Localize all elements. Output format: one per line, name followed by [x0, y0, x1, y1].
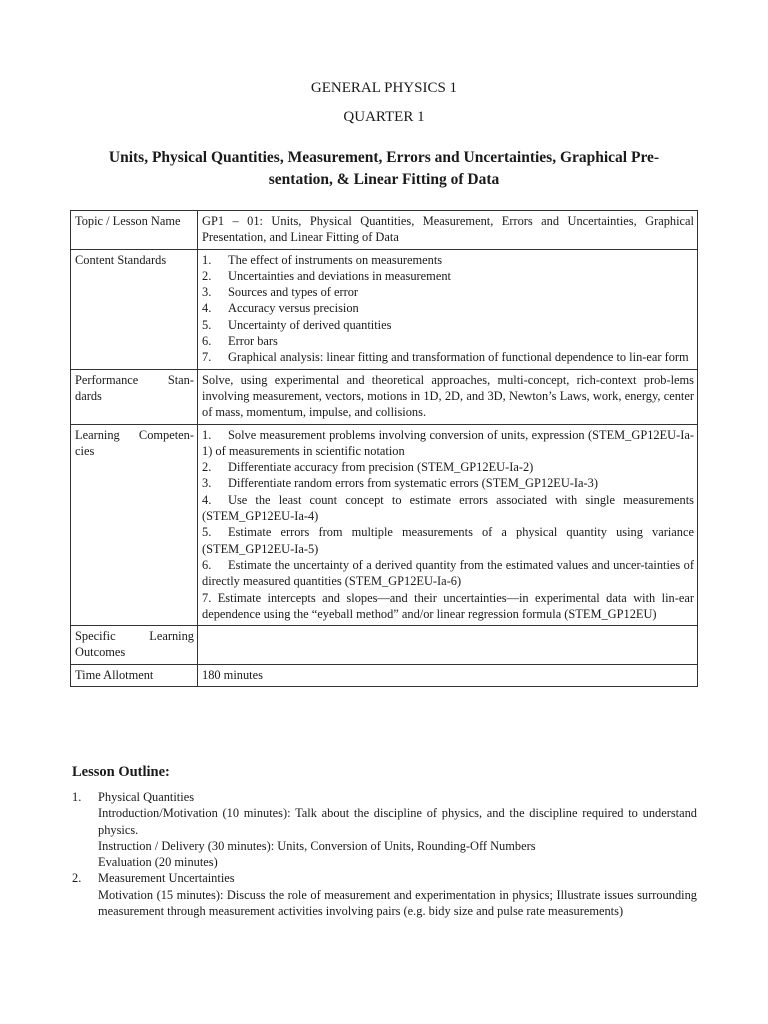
quarter-title: QUARTER 1 — [343, 109, 425, 125]
specific-outcomes-label: Specific Learning Outcomes — [71, 626, 198, 665]
list-item: 6. Estimate the uncertainty of a derived quantity from the estimated values and uncer-tainties of directly measured quantities (STEM_GP12EU-Ia-6) — [202, 557, 694, 589]
list-item: 4. Accuracy versus precision — [202, 301, 359, 316]
list-item: 6. Error bars — [202, 334, 278, 349]
content-standards-row — [71, 249, 698, 369]
list-item: 2. Uncertainties and deviations in measurement — [202, 268, 451, 283]
outline-item-line: Motivation (15 minutes): Discuss the role of measurement and experimentation in physics; Illustrate issues surrounding measurement through measurement activities involving pairs (e.g. bidy size and pulse rate measurements) — [98, 887, 697, 919]
list-item: 4. Use the least count concept to estimate errors associated with single measurements (STEM_GP12EU-Ia-4) — [202, 492, 694, 524]
list-item — [72, 870, 697, 919]
specific-outcomes-value — [198, 626, 698, 665]
learning-competencies-row — [71, 424, 698, 626]
topic-label: Topic / Lesson Name — [71, 211, 198, 250]
list-item: 2. Differentiate accuracy from precision (STEM_GP12EU-Ia-2) — [202, 460, 534, 475]
outline-item-title: Physical Quantities — [98, 790, 195, 804]
lesson-outline-list — [72, 789, 697, 919]
learning-competencies-label: Learning Competen-cies — [71, 424, 198, 626]
lesson-outline-heading: Lesson Outline: — [72, 764, 170, 780]
list-item: 5. Uncertainty of derived quantities — [202, 317, 392, 332]
list-item: 5. Estimate errors from multiple measurements of a physical quantity using variance (STEM_GP12EU-Ia-5) — [202, 525, 694, 556]
course-title: GENERAL PHYSICS 1 — [310, 80, 458, 96]
topic-value: GP1 – 01: Units, Physical Quantities, Measurement, Errors and Uncertainties, Graphical Presentation, and Linear Fitting of Data — [198, 211, 698, 250]
content-standards-label: Content Standards — [71, 249, 198, 369]
time-allotment-row — [71, 665, 698, 687]
outline-item-number: 2. — [72, 871, 82, 886]
learning-competencies-list — [198, 424, 698, 626]
content-standards-list — [198, 249, 698, 369]
lesson-details-table — [70, 210, 698, 687]
list-item: 1. Solve measurement problems involving conversion of units, expression (STEM_GP12EU-Ia-1) of measurements in scientific notation — [202, 427, 694, 458]
lesson-heading-line-2: sentation, & Linear Fitting of Data — [268, 171, 500, 188]
outline-item-line: Introduction/Motivation (10 minutes): Talk about the discipline of physics, and the discipline required to understand physics. — [98, 806, 697, 837]
specific-outcomes-row — [71, 626, 698, 665]
lesson-heading-line-1: Units, Physical Quantities, Measurement, Errors and Uncertainties, Graphical Pre- — [108, 149, 660, 166]
performance-standards-value: Solve, using experimental and theoretical approaches, multi-concept, rich-context prob-lems involving measurement, vectors, motions in 1D, 2D, and 3D, Newton’s Laws, work, energy, center of mass, momentum, impulse, and collisions. — [198, 369, 698, 424]
list-item: 1. The effect of instruments on measurements — [202, 252, 443, 267]
outline-item-number: 1. — [72, 790, 82, 804]
performance-standards-row — [71, 369, 698, 424]
lesson-heading — [72, 147, 696, 191]
topic-row — [71, 211, 698, 250]
list-item: 3. Sources and types of error — [202, 285, 359, 300]
outline-item-line: Instruction / Delivery (30 minutes): Units, Conversion of Units, Rounding-Off Numbers — [98, 838, 536, 853]
time-allotment-value: 180 minutes — [198, 665, 698, 687]
list-item: 7. Estimate intercepts and slopes—and their uncertainties—in experimental data with lin-ear dependence using the “eyeball method” and/or linear regression formula (STEM_GP12EU) — [202, 590, 694, 621]
outline-item-line: Evaluation (20 minutes) — [98, 855, 218, 870]
outline-item-title: Measurement Uncertainties — [98, 871, 235, 886]
performance-standards-label: Performance Stan-dards — [71, 369, 198, 424]
list-item: 3. Differentiate random errors from systematic errors (STEM_GP12EU-Ia-3) — [202, 476, 598, 491]
time-allotment-label: Time Allotment — [71, 665, 198, 687]
list-item: 7. Graphical analysis: linear fitting and transformation of functional dependence to lin-ear form — [202, 350, 689, 365]
list-item — [72, 789, 697, 870]
